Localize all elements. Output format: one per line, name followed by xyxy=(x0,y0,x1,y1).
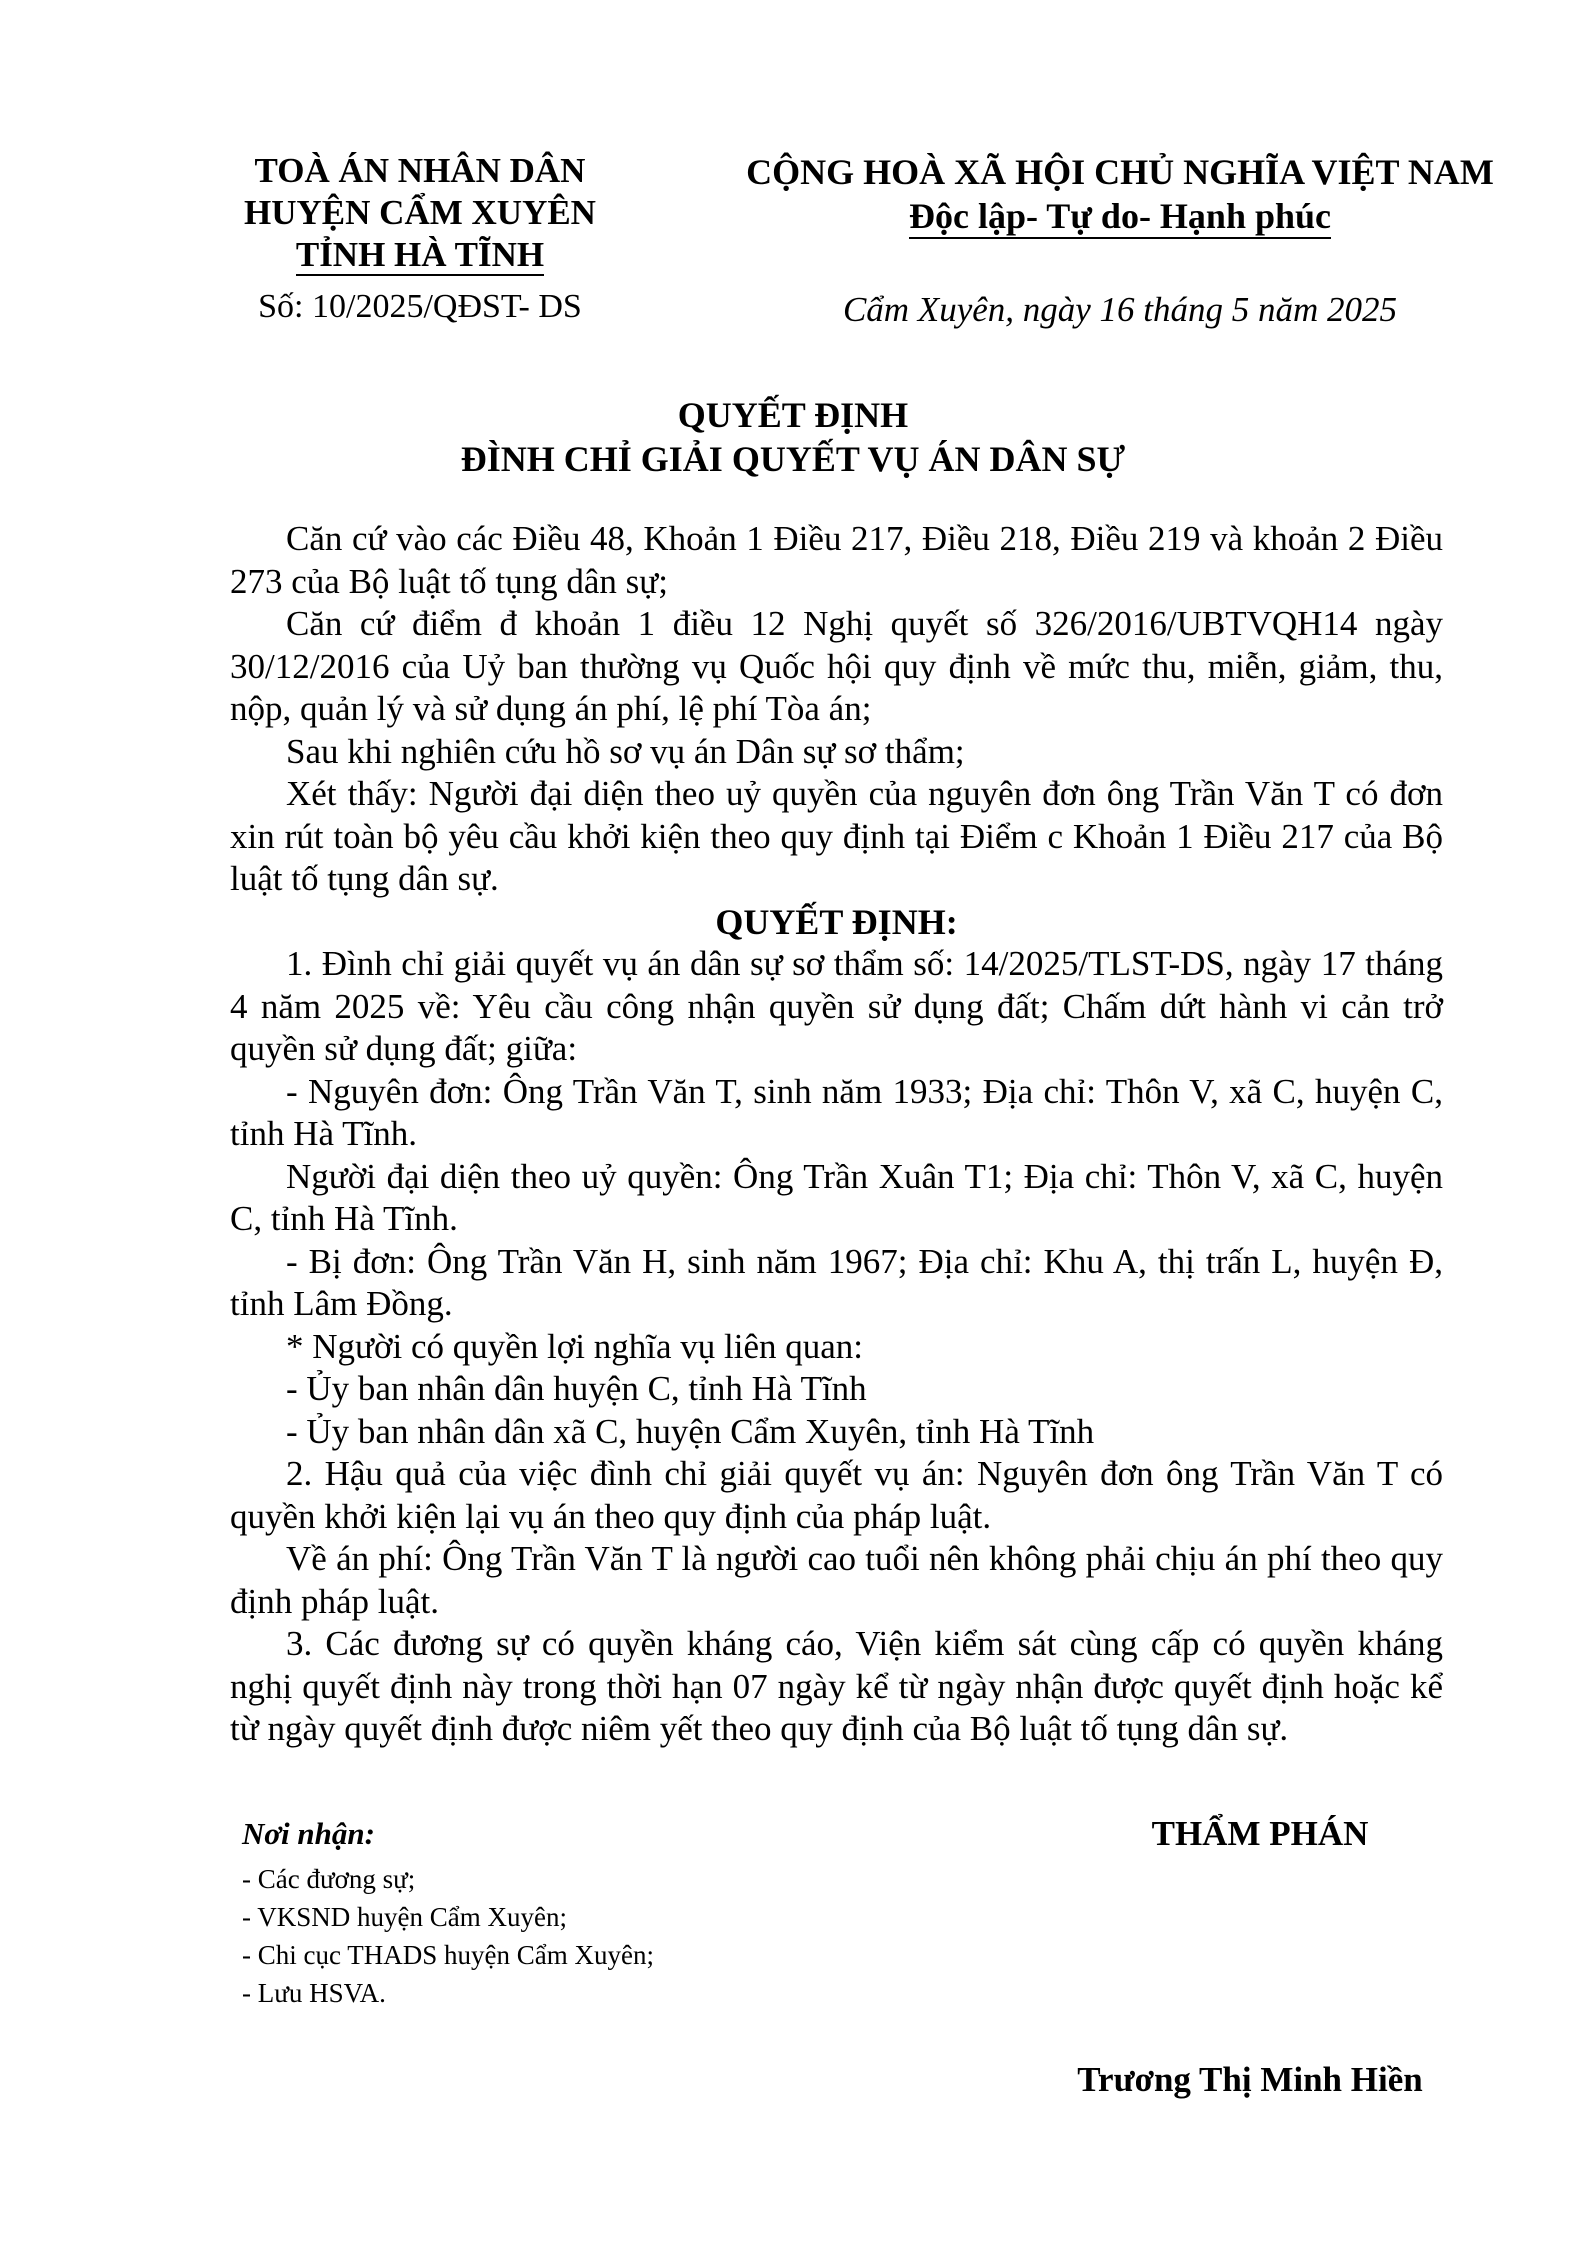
judge-title: THẨM PHÁN xyxy=(1151,1814,1369,1853)
judge-name: Trương Thị Minh Hiền xyxy=(1077,2060,1423,2099)
recipients-block xyxy=(242,1812,842,2012)
recipient-item: - Chi cục THADS huyện Cẩm Xuyên; xyxy=(242,1940,654,1970)
title-line1: QUYẾT ĐỊNH xyxy=(677,395,909,435)
plaintiff-paragraph: - Nguyên đơn: Ông Trần Văn T, sinh năm 1933; Địa chỉ: Thôn V, xã C, huyện C, tỉnh Hà Tĩnh. xyxy=(230,1071,1443,1153)
recipient-item: - VKSND huyện Cẩm Xuyên; xyxy=(242,1902,567,1932)
national-motto: Độc lập- Tự do- Hạnh phúc xyxy=(909,195,1331,239)
court-name-line1: TOÀ ÁN NHÂN DÂN xyxy=(254,151,586,190)
place-date: Cẩm Xuyên, ngày 16 tháng 5 năm 2025 xyxy=(842,290,1398,329)
recipients-list xyxy=(242,1860,842,2012)
document-title xyxy=(200,393,1386,481)
national-title: CỘNG HOÀ XÃ HỘI CHỦ NGHĨA VIỆT NAM xyxy=(746,152,1494,192)
representative-paragraph: Người đại diện theo uỷ quyền: Ông Trần Xuân T1; Địa chỉ: Thôn V, xã C, huyện C, tỉnh Hà Tĩnh. xyxy=(230,1156,1443,1238)
related-party-2: - Ủy ban nhân dân xã C, huyện Cẩm Xuyên, tỉnh Hà Tĩnh xyxy=(286,1411,1095,1451)
basis-paragraph-2: Căn cứ điểm đ khoản 1 điều 12 Nghị quyết số 326/2016/UBTVQH14 ngày 30/12/2016 của Uỷ ban thường vụ Quốc hội quy định về mức thu, miễn, giảm, thu, nộp, quản lý và sử dụng án phí, lệ phí Tòa án; xyxy=(230,604,1443,728)
document-number: Số: 10/2025/QĐST- DS xyxy=(258,288,582,325)
related-parties-heading: * Người có quyền lợi nghĩa vụ liên quan: xyxy=(286,1326,864,1366)
basis-paragraph-3: Sau khi nghiên cứu hồ sơ vụ án Dân sự sơ thẩm; xyxy=(286,731,965,771)
court-header xyxy=(230,150,610,276)
recipient-item: - Các đương sự; xyxy=(242,1864,416,1894)
decision-item-1: 1. Đình chỉ giải quyết vụ án dân sự sơ thẩm số: 14/2025/TLST-DS, ngày 17 tháng 4 năm 2025 về: Yêu cầu công nhận quyền sử dụng đất; Chấm dứt hành vi cản trở quyền sử dụng đất; giữa: xyxy=(230,944,1443,1068)
national-header xyxy=(740,150,1500,239)
defendant-paragraph: - Bị đơn: Ông Trần Văn H, sinh năm 1967; Địa chỉ: Khu A, thị trấn L, huyện Đ, tỉnh Lâm Đồng. xyxy=(230,1241,1443,1323)
court-name-line2: HUYỆN CẨM XUYÊN xyxy=(244,193,596,232)
document-body xyxy=(230,518,1443,1751)
recipient-item: - Lưu HSVA. xyxy=(242,1978,386,2008)
decision-item-3: 3. Các đương sự có quyền kháng cáo, Viện kiểm sát cùng cấp có quyền kháng nghị quyết định này trong thời hạn 07 ngày kể từ ngày nhận được quyết định hoặc kể từ ngày quyết định được niêm yết theo quy định của Bộ luật tố tụng dân sự. xyxy=(230,1624,1443,1748)
decision-heading: QUYẾT ĐỊNH: xyxy=(715,901,958,942)
title-line2: ĐÌNH CHỈ GIẢI QUYẾT VỤ ÁN DÂN SỰ xyxy=(460,439,1126,479)
court-name-line3: TỈNH HÀ TĨNH xyxy=(295,235,545,274)
recipients-title: Nơi nhận: xyxy=(242,1816,375,1851)
related-party-1: - Ủy ban nhân dân huyện C, tỉnh Hà Tĩnh xyxy=(286,1369,867,1408)
court-fee-paragraph: Về án phí: Ông Trần Văn T là người cao tuổi nên không phải chịu án phí theo quy định pháp luật. xyxy=(230,1539,1443,1621)
considering-paragraph: Xét thấy: Người đại diện theo uỷ quyền của nguyên đơn ông Trần Văn T có đơn xin rút toàn bộ yêu cầu khởi kiện theo quy định tại Điểm c Khoản 1 Điều 217 của Bộ luật tố tụng dân sự. xyxy=(230,774,1443,898)
decision-item-2: 2. Hậu quả của việc đình chỉ giải quyết vụ án: Nguyên đơn ông Trần Văn T có quyền khởi kiện lại vụ án theo quy định của pháp luật. xyxy=(230,1454,1443,1536)
basis-paragraph-1: Căn cứ vào các Điều 48, Khoản 1 Điều 217, Điều 218, Điều 219 và khoản 2 Điều 273 của Bộ luật tố tụng dân sự; xyxy=(230,519,1443,601)
